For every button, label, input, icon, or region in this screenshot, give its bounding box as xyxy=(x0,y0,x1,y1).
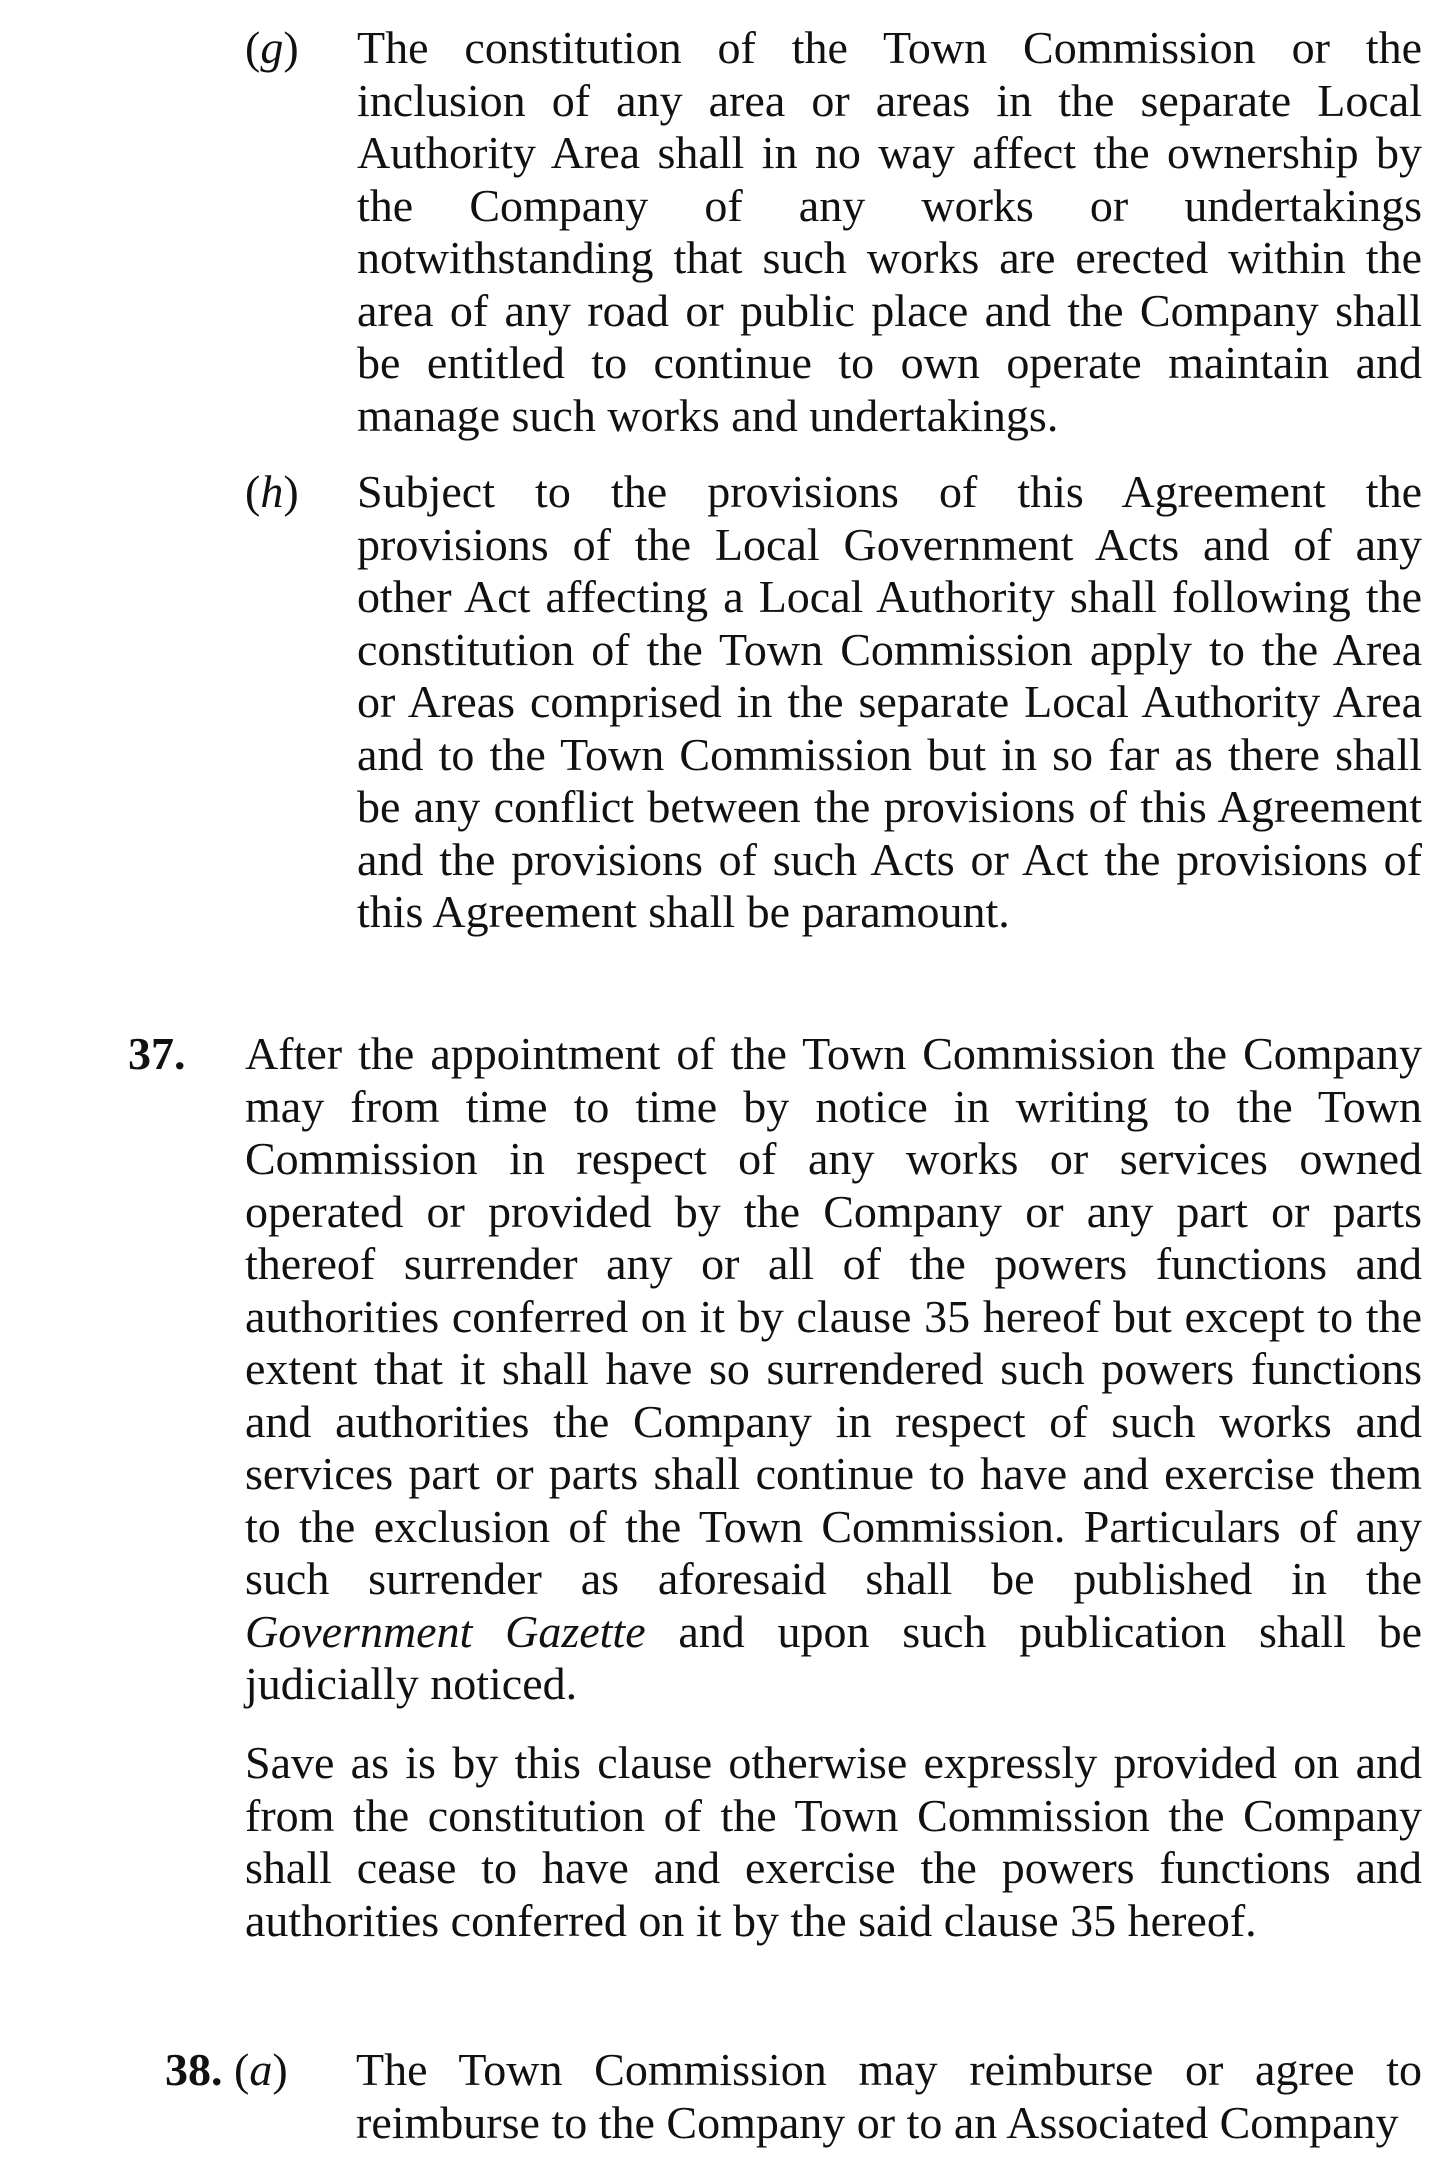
clause-37-gazette-italic: Government Gazette xyxy=(245,1605,646,1657)
subclause-g-text: The constitution of the Town Commission or the inclusion of any area or areas in the separate Local Authority Area shall in no way affect the ownership by the Company of any works or undertakings notwithstanding that such works are erected within the area of any road or public place and the Company shall be entitled to continue to own operate maintain and manage such works and undertakings. xyxy=(357,22,1422,441)
clause-38-label: 38. (a) xyxy=(165,2044,288,2095)
clause-38-sub-letter: a xyxy=(249,2044,273,2095)
clause-38a-text: The Town Commission may reimburse or agree to reimburse to the Company or to an Associated Company xyxy=(356,2044,1422,2148)
clause-37-number: 37. xyxy=(128,1028,186,1079)
subclause-g-label: (g) xyxy=(245,22,299,73)
clause-37-second-paragraph: Save as is by this clause otherwise expressly provided on and from the constitution of the Town Commission the Company shall cease to have and exercise the powers functions and authorities conferred on it by the said clause 35 hereof. xyxy=(245,1737,1422,1946)
subclause-h-text: Subject to the provisions of this Agreement the provisions of the Local Government Acts and of any other Act affecting a Local Authority shall following the constitution of the Town Commission apply to the Area or Areas comprised in the separate Local Authority Area and to the Town Commission but in so far as there shall be any conflict between the provisions of this Agreement and the provisions of such Acts or Act the provisions of this Agreement shall be paramount. xyxy=(357,466,1422,937)
clause-37-text xyxy=(245,1028,1422,1711)
clause-37-text-part1: After the appointment of the Town Commission the Company may from time to time by notice in writing to the Town Commission in respect of any works or services owned operated or provided by the Company or any part or parts thereof surrender any or all of the powers functions and authorities conferred on it by clause 35 hereof but except to the extent that it shall have so surrendered such powers functions and authorities the Company in respect of such works and services part or parts shall continue to have and exercise them to the exclusion of the Town Commission. Particulars of any such surrender as aforesaid shall be published in the xyxy=(245,1028,1422,1604)
subclause-g-letter: g xyxy=(260,22,284,73)
subclause-h-label: (h) xyxy=(245,466,299,517)
subclause-h-letter: h xyxy=(260,466,284,517)
clause-38-number: 38. xyxy=(165,2044,223,2095)
clause-37-text-part2: and upon such publication shall be judicially noticed. xyxy=(245,1605,1422,1709)
